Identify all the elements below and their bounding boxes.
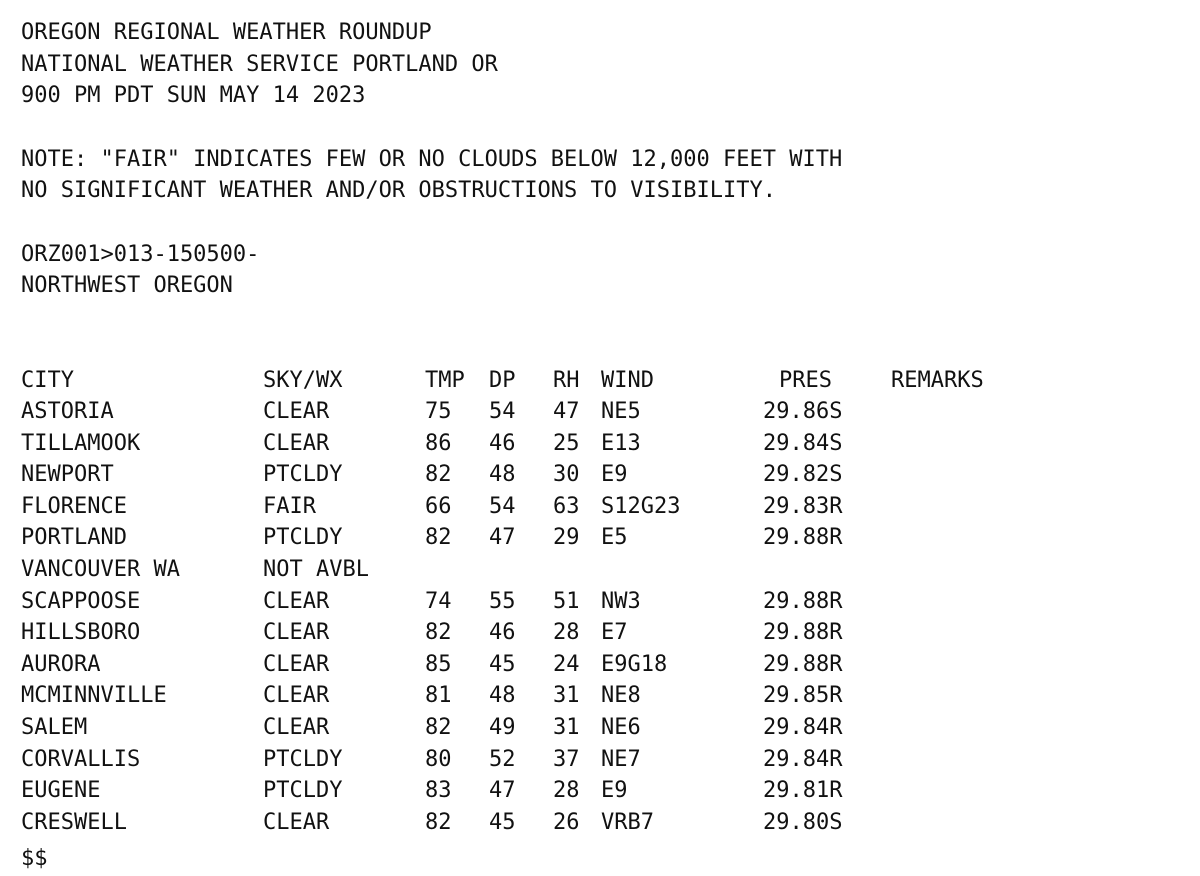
cell-city: SCAPPOOSE: [21, 589, 141, 614]
cell-rh: 25: [553, 431, 580, 456]
cell-city: PORTLAND: [21, 525, 127, 550]
table-row: [0, 775, 1200, 807]
header-sky: SKY/WX: [263, 368, 343, 393]
cell-rh: 47: [553, 399, 580, 424]
cell-city: HILLSBORO: [21, 620, 141, 645]
table-row: [0, 744, 1200, 776]
cell-city: FLORENCE: [21, 494, 127, 519]
cell-sky: CLEAR: [263, 399, 330, 424]
cell-rh: 30: [553, 462, 580, 487]
product-title: OREGON REGIONAL WEATHER ROUNDUP: [21, 20, 432, 45]
cell-city: MCMINNVILLE: [21, 683, 167, 708]
cell-sky: CLEAR: [263, 810, 330, 835]
header-rh: RH: [553, 368, 580, 393]
cell-tmp: 86: [425, 431, 452, 456]
cell-pres: 29.86S: [763, 399, 843, 424]
cell-wind: E7: [601, 620, 628, 645]
cell-pres: 29.83R: [763, 494, 843, 519]
cell-wind: E9: [601, 462, 628, 487]
cell-rh: 28: [553, 778, 580, 803]
cell-tmp: 80: [425, 747, 452, 772]
table-row: [0, 712, 1200, 744]
cell-pres: 29.88R: [763, 589, 843, 614]
cell-rh: 26: [553, 810, 580, 835]
cell-wind: E13: [601, 431, 641, 456]
cell-wind: S12G23: [601, 494, 681, 519]
cell-sky: PTCLDY: [263, 778, 343, 803]
cell-dp: 52: [489, 747, 516, 772]
table-row: [0, 522, 1200, 554]
cell-rh: 28: [553, 620, 580, 645]
cell-sky: NOT AVBL: [263, 557, 369, 582]
cell-dp: 45: [489, 810, 516, 835]
cell-wind: NW3: [601, 589, 641, 614]
note-line-1: NOTE: "FAIR" INDICATES FEW OR NO CLOUDS BELOW 12,000 FEET WITH: [21, 147, 843, 172]
cell-tmp: 82: [425, 715, 452, 740]
cell-pres: 29.80S: [763, 810, 843, 835]
cell-pres: 29.88R: [763, 525, 843, 550]
cell-pres: 29.84R: [763, 747, 843, 772]
cell-wind: NE5: [601, 399, 641, 424]
cell-dp: 55: [489, 589, 516, 614]
cell-city: EUGENE: [21, 778, 101, 803]
cell-tmp: 82: [425, 462, 452, 487]
cell-dp: 47: [489, 778, 516, 803]
cell-sky: PTCLDY: [263, 462, 343, 487]
cell-wind: E5: [601, 525, 628, 550]
cell-sky: FAIR: [263, 494, 316, 519]
cell-pres: 29.84R: [763, 715, 843, 740]
cell-tmp: 81: [425, 683, 452, 708]
cell-tmp: 74: [425, 589, 452, 614]
table-row: [0, 617, 1200, 649]
table-row: [0, 586, 1200, 618]
cell-tmp: 75: [425, 399, 452, 424]
product-terminator: $$: [21, 846, 48, 871]
table-row: [0, 680, 1200, 712]
cell-tmp: 66: [425, 494, 452, 519]
header-remarks: REMARKS: [891, 368, 984, 393]
cell-sky: CLEAR: [263, 715, 330, 740]
cell-dp: 46: [489, 431, 516, 456]
cell-dp: 54: [489, 399, 516, 424]
table-row: [0, 807, 1200, 839]
cell-city: CORVALLIS: [21, 747, 141, 772]
cell-sky: CLEAR: [263, 652, 330, 677]
cell-wind: VRB7: [601, 810, 654, 835]
cell-city: ASTORIA: [21, 399, 114, 424]
cell-rh: 37: [553, 747, 580, 772]
cell-sky: PTCLDY: [263, 747, 343, 772]
issuing-office: NATIONAL WEATHER SERVICE PORTLAND OR: [21, 52, 498, 77]
cell-sky: CLEAR: [263, 431, 330, 456]
cell-rh: 31: [553, 715, 580, 740]
issue-time: 900 PM PDT SUN MAY 14 2023: [21, 83, 366, 108]
header-dp: DP: [489, 368, 516, 393]
cell-city: NEWPORT: [21, 462, 114, 487]
cell-wind: E9: [601, 778, 628, 803]
zone-code: ORZ001>013-150500-: [21, 242, 260, 267]
cell-rh: 51: [553, 589, 580, 614]
cell-dp: 48: [489, 683, 516, 708]
header-city: CITY: [21, 368, 74, 393]
cell-city: CRESWELL: [21, 810, 127, 835]
cell-rh: 31: [553, 683, 580, 708]
cell-dp: 54: [489, 494, 516, 519]
cell-pres: 29.88R: [763, 620, 843, 645]
cell-dp: 49: [489, 715, 516, 740]
cell-tmp: 82: [425, 525, 452, 550]
cell-sky: PTCLDY: [263, 525, 343, 550]
table-row: [0, 428, 1200, 460]
cell-city: VANCOUVER WA: [21, 557, 180, 582]
cell-pres: 29.85R: [763, 683, 843, 708]
cell-dp: 45: [489, 652, 516, 677]
cell-rh: 63: [553, 494, 580, 519]
cell-tmp: 82: [425, 620, 452, 645]
cell-tmp: 83: [425, 778, 452, 803]
table-header: [0, 365, 1200, 397]
cell-pres: 29.88R: [763, 652, 843, 677]
cell-wind: NE7: [601, 747, 641, 772]
cell-wind: NE8: [601, 683, 641, 708]
cell-sky: CLEAR: [263, 620, 330, 645]
cell-dp: 46: [489, 620, 516, 645]
zone-name: NORTHWEST OREGON: [21, 273, 233, 298]
cell-sky: CLEAR: [263, 589, 330, 614]
table-row: [0, 459, 1200, 491]
table-row: [0, 396, 1200, 428]
cell-pres: 29.82S: [763, 462, 843, 487]
cell-tmp: 85: [425, 652, 452, 677]
cell-city: AURORA: [21, 652, 101, 677]
table-row: [0, 491, 1200, 523]
cell-rh: 29: [553, 525, 580, 550]
cell-tmp: 82: [425, 810, 452, 835]
header-pres: PRES: [779, 368, 832, 393]
table-row: [0, 554, 1200, 586]
header-tmp: TMP: [425, 368, 465, 393]
cell-wind: NE6: [601, 715, 641, 740]
cell-pres: 29.81R: [763, 778, 843, 803]
cell-city: TILLAMOOK: [21, 431, 141, 456]
cell-dp: 48: [489, 462, 516, 487]
cell-sky: CLEAR: [263, 683, 330, 708]
table-row: [0, 649, 1200, 681]
cell-dp: 47: [489, 525, 516, 550]
cell-rh: 24: [553, 652, 580, 677]
cell-wind: E9G18: [601, 652, 668, 677]
cell-pres: 29.84S: [763, 431, 843, 456]
cell-city: SALEM: [21, 715, 88, 740]
header-wind: WIND: [601, 368, 654, 393]
note-line-2: NO SIGNIFICANT WEATHER AND/OR OBSTRUCTIONS TO VISIBILITY.: [21, 178, 776, 203]
